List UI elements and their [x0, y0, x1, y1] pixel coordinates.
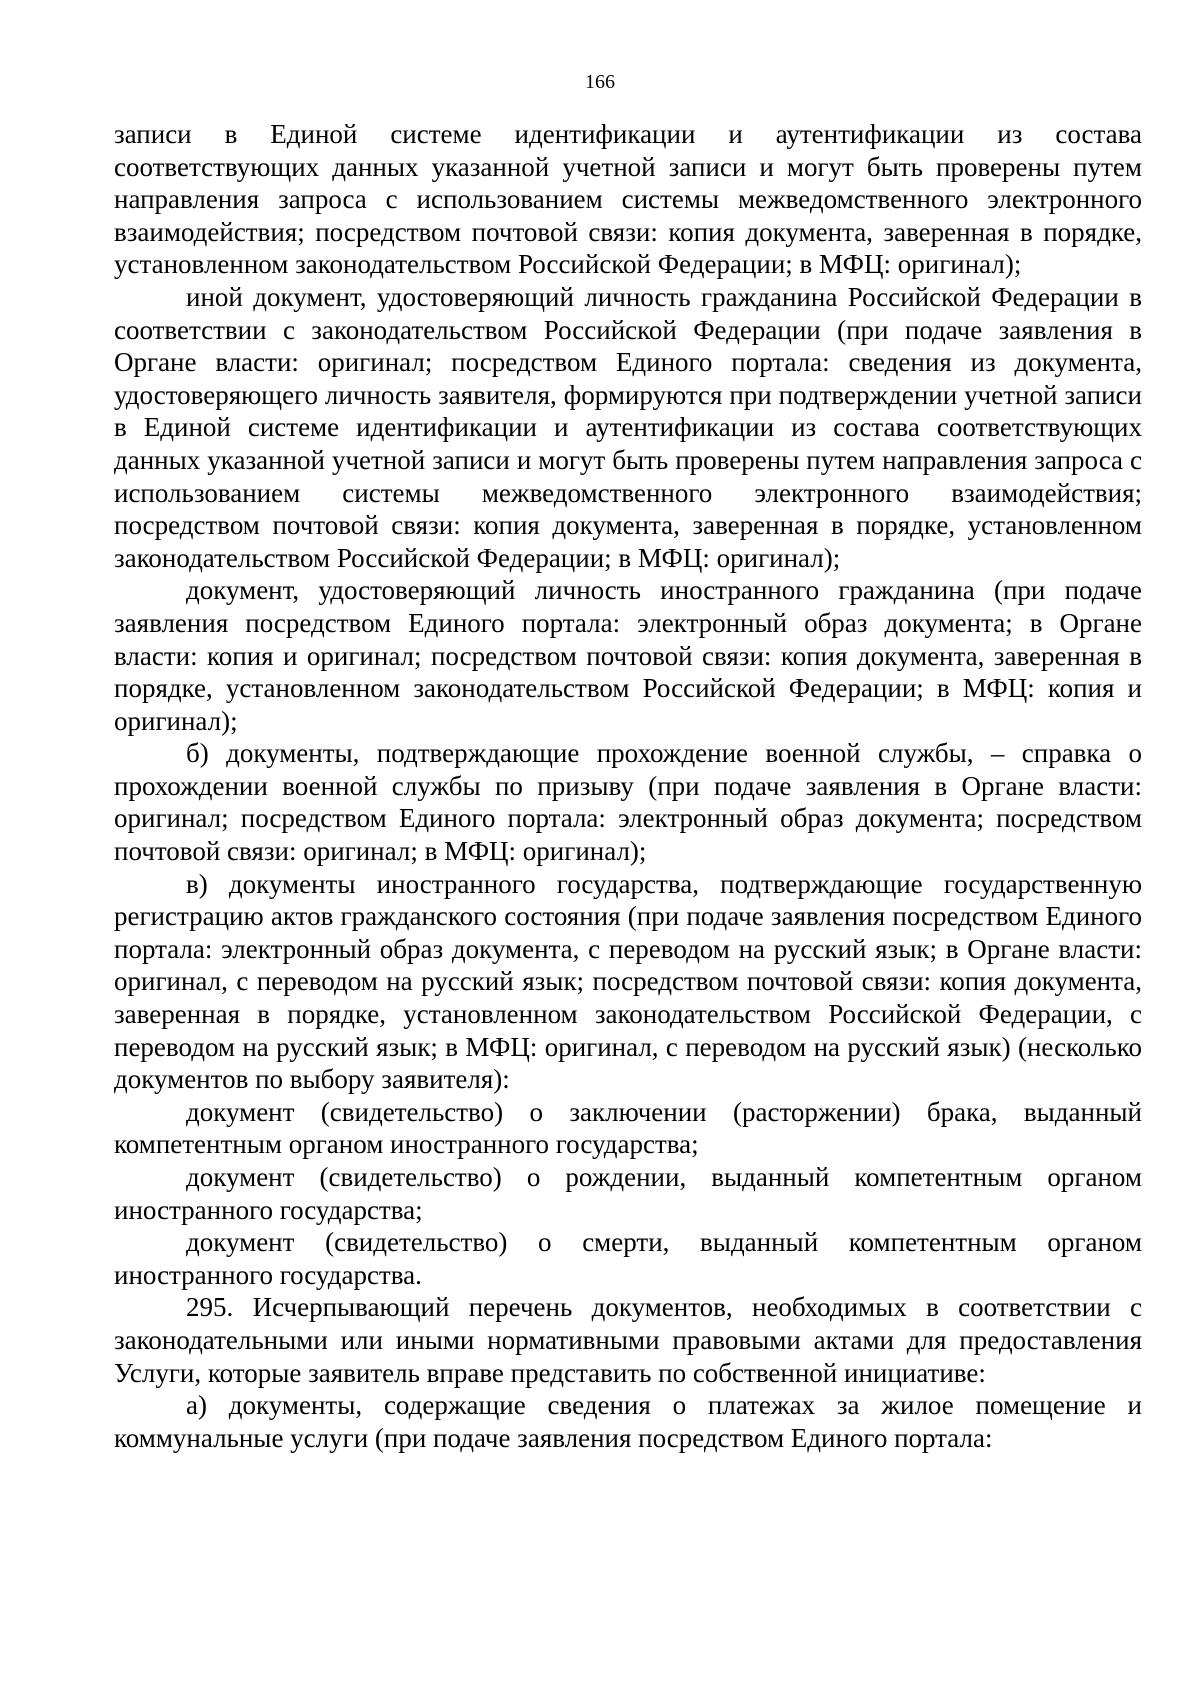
document-body	[114, 118, 1142, 1454]
paragraph-birth-certificate: документ (свидетельство) о рождении, выданный компетентным органом иностранного государства;	[114, 1162, 1142, 1225]
paragraph-item-295: 295. Исчерпывающий перечень документов, необходимых в соответствии с законодательными или иными нормативными правовыми актами для предоставления Услуги, которые заявитель вправе представить по собственной инициативе:	[114, 1292, 1142, 1388]
paragraph-item-a-payments: а) документы, содержащие сведения о платежах за жилое помещение и коммунальные услуги (при подаче заявления посредством Единого портала:	[114, 1390, 1142, 1453]
paragraph-other-id-document: иной документ, удостоверяющий личность гражданина Российской Федерации в соответствии с законодательством Российской Федерации (при подаче заявления в Органе власти: оригинал; посредством Единого портала: сведения из документа, удостоверяющего личность заявителя, формируются при подтверждении учетной записи в Единой системе идентификации и аутентификации из состава соответствующих данных указанной учетной записи и могут быть проверены путем направления запроса с использованием системы межведомственного электронного взаимодействия; посредством почтовой связи: копия документа, заверенная в порядке, установленном законодательством Российской Федерации; в МФЦ: оригинал);	[114, 281, 1142, 573]
paragraph-continued: записи в Единой системе идентификации и аутентификации из состава соответствующих данных указанной учетной записи и могут быть проверены путем направления запроса с использованием системы межведомственного электронного взаимодействия; посредством почтовой связи: копия документа, заверенная в порядке, установленном законодательством Российской Федерации; в МФЦ: оригинал);	[114, 119, 1142, 280]
paragraph-item-v-foreign-state-documents: в) документы иностранного государства, подтверждающие государственную регистрацию актов гражданского состояния (при подаче заявления посредством Единого портала: электронный образ документа, с переводом на русский язык; в Органе власти: оригинал, с переводом на русский язык; посредством почтовой связи: копия документа, заверенная в порядке, установленном законодательством Российской Федерации, с переводом на русский язык; в МФЦ: оригинал, с переводом на русский язык) (несколько документов по выбору заявителя):	[114, 868, 1142, 1095]
paragraph-marriage-certificate: документ (свидетельство) о заключении (расторжении) брака, выданный компетентным органом иностранного государства;	[114, 1096, 1142, 1160]
page-number: 166	[585, 71, 615, 93]
paragraph-death-certificate: документ (свидетельство) о смерти, выданный компетентным органом иностранного государства.	[114, 1227, 1142, 1290]
paragraph-foreign-citizen-id: документ, удостоверяющий личность иностранного гражданина (при подаче заявления посредством Единого портала: электронный образ документа; в Органе власти: копия и оригинал; посредством почтовой связи: копия документа, заверенная в порядке, установленном законодательством Российской Федерации; в МФЦ: копия и оригинал);	[114, 575, 1142, 736]
paragraph-item-b-military-service: б) документы, подтверждающие прохождение военной службы, – справка о прохождении военной службы по призыву (при подаче заявления в Органе власти: оригинал; посредством Единого портала: электронный образ документа; посредством почтовой связи: оригинал; в МФЦ: оригинал);	[114, 738, 1142, 867]
